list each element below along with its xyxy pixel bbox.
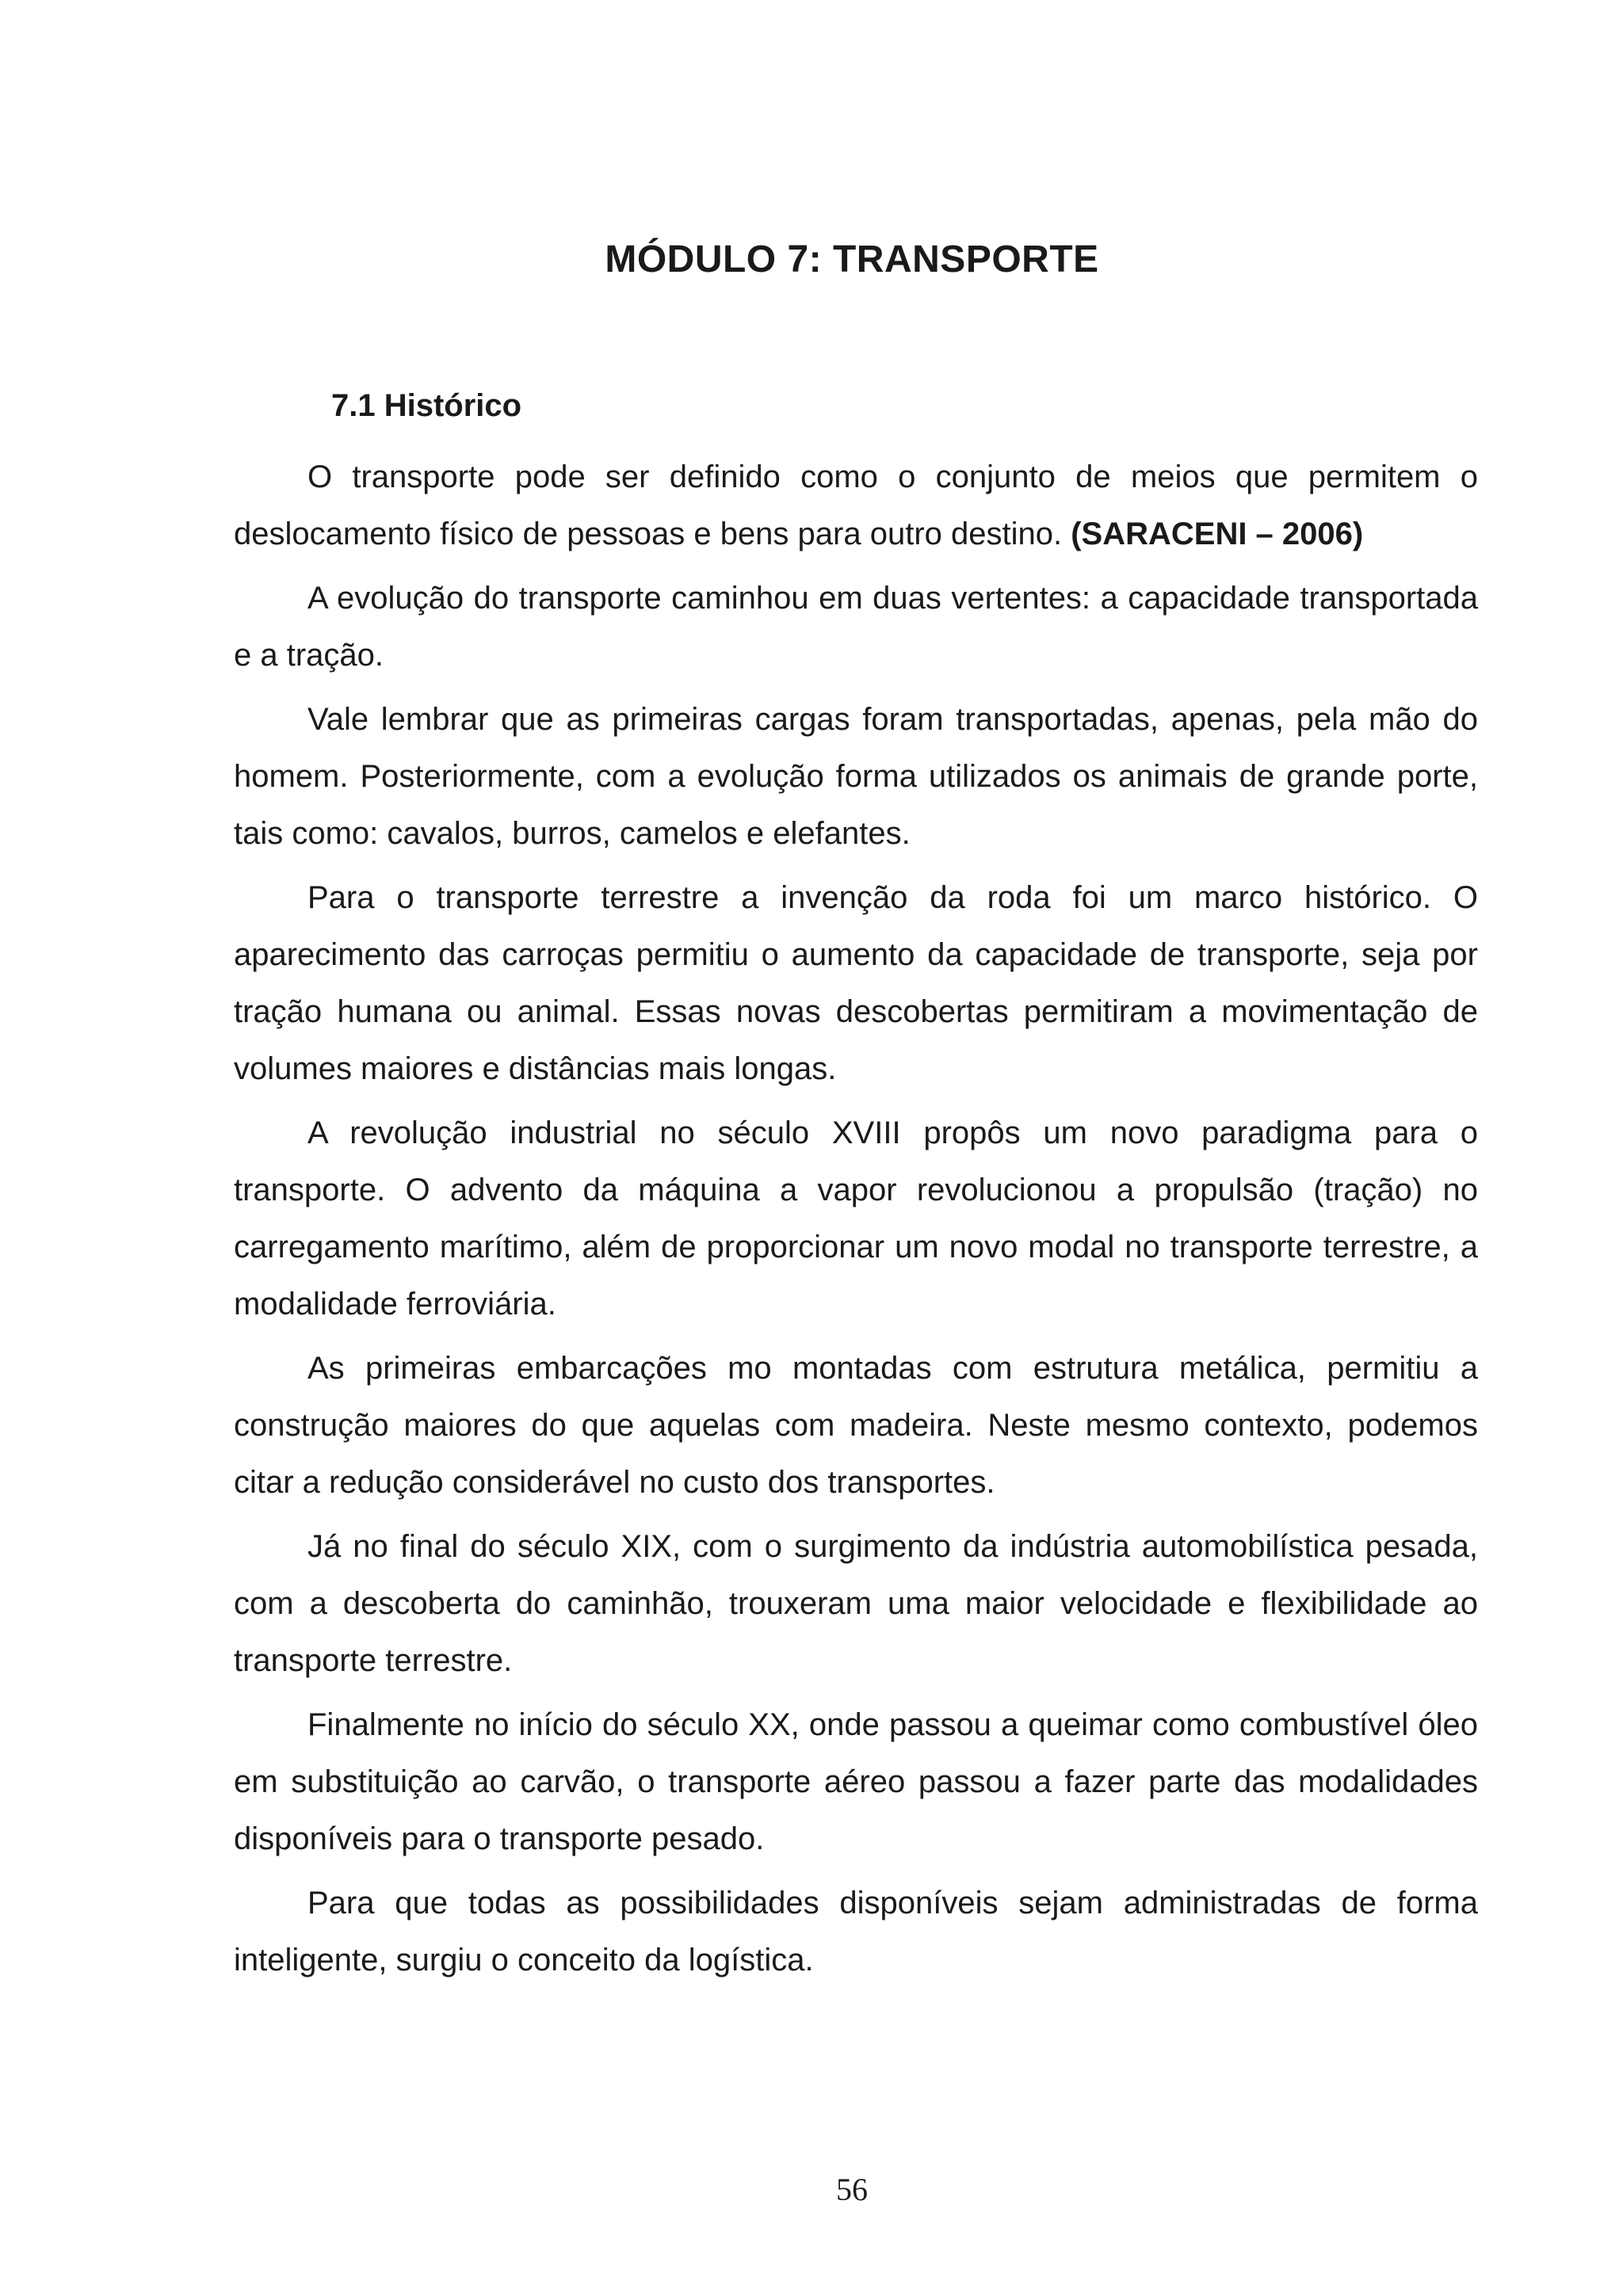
paragraph: Já no final do século XIX, com o surgimento da indústria automobilística pesada, com a descoberta do caminhão, trouxeram uma maior velocidade e flexibilidade ao transporte terrestre. (234, 1529, 1478, 1678)
paragraph-text: O transporte pode ser definido como o conjunto de meios que permitem o deslocamento físico de pessoas e bens para outro destino. (234, 460, 1478, 551)
paragraph: As primeiras embarcações mo montadas com estrutura metálica, permitiu a construção maiores do que aquelas com madeira. Neste mesmo contexto, podemos citar a redução considerável no custo dos transportes. (234, 1351, 1478, 1500)
body-text (234, 448, 1478, 1996)
paragraph (234, 448, 1478, 563)
section-title: 7.1 Histórico (331, 388, 522, 423)
paragraph: A evolução do transporte caminhou em duas vertentes: a capacidade transportada e a tração. (234, 581, 1478, 673)
module-title: MÓDULO 7: TRANSPORTE (605, 238, 1099, 280)
paragraph: Para o transporte terrestre a invenção da roda foi um marco histórico. O aparecimento das carroças permitiu o aumento da capacidade de transporte, seja por tração humana ou animal. Essas novas descobertas permitiram a movimentação de volumes maiores e distâncias mais longas. (234, 880, 1478, 1086)
citation: (SARACENI – 2006) (1071, 517, 1364, 551)
paragraph: Finalmente no início do século XX, onde passou a queimar como combustível óleo em substituição ao carvão, o transporte aéreo passou a fazer parte das modalidades disponíveis para o transporte pesado. (234, 1707, 1478, 1856)
paragraph: Para que todas as possibilidades disponíveis sejam administradas de forma inteligente, surgiu o conceito da logística. (234, 1886, 1478, 1978)
paragraph: Vale lembrar que as primeiras cargas foram transportadas, apenas, pela mão do homem. Posteriormente, com a evolução forma utilizados os animais de grande porte, tais como: cavalos, burros, camelos e elefantes. (234, 702, 1478, 851)
paragraph: A revolução industrial no século XVIII propôs um novo paradigma para o transporte. O advento da máquina a vapor revolucionou a propulsão (tração) no carregamento marítimo, além de proporcionar um novo modal no transporte terrestre, a modalidade ferroviária. (234, 1116, 1478, 1322)
page-number: 56 (836, 2172, 868, 2207)
